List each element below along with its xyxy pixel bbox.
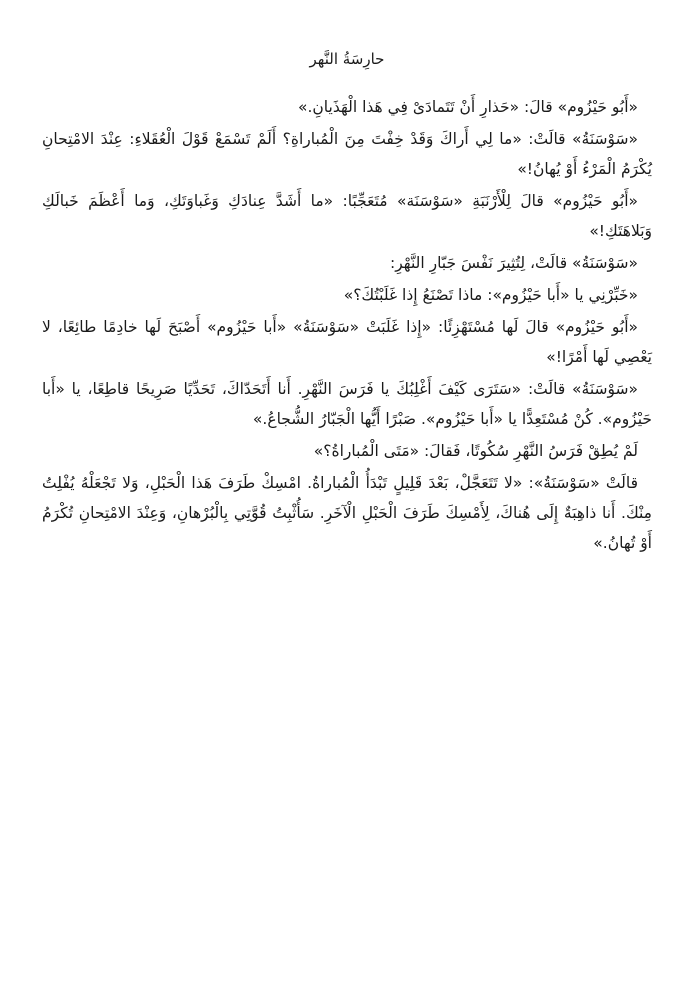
paragraph: «سَوْسَنَةُ» قالَتْ: «سَتَرَى كَيْفَ أَغْلِبُكَ يا فَرَسَ النَّهْرِ. أَنا أَتَحَدّاكَ، تَحَدِّيًا صَرِيحًا قاطِعًا، يا «أَبا حَيْزُوم». كُنْ مُسْتَعِدًّا يا «أَبا حَيْزُوم». صَبْرًا أَيُّها الْجَبّارُ الشُّجاعُ.»	[42, 380, 652, 428]
paragraph: «سَوْسَنَةُ» قالَتْ، لِتُثِيرَ نَفْسَ جَبّارِ النَّهْرِ:	[390, 254, 638, 272]
paragraph: «أَبُو حَيْزُوم» قالَ لِلْأَرْنَبَةِ «سَوْسَنَة» مُتَعَجِّبًا: «ما أَشَدَّ عِنادَكِ وَغَباوَتَكِ، وَما أَعْظَمَ خَبالَكِ وَبَلاهَتَكِ!»	[42, 192, 652, 240]
paragraph: لَمْ يُطِقْ فَرَسُ النَّهْرِ سُكُوتًا، فَقالَ: «مَتَى الْمُباراةُ؟»	[313, 442, 638, 460]
page-title: حارِسَةُ النَّهر	[309, 50, 385, 68]
paragraph: قالَتْ «سَوْسَنَةُ»: «لا تَتَعَجَّلْ، بَعْدَ قَلِيلٍ تَبْدَأُ الْمُباراةُ. امْسِكْ طَرَفَ هَذا الْحَبْلِ، وَلا تَجْعَلْهُ يُفْلِتُ مِنْكَ. أَنا ذاهِبَةٌ إِلَى هُناكَ، لِأَمْسِكَ طَرَفَ الْحَبْلِ الْآخَرِ. سَأُثْبِتُ قُوَّتِي بِالْبُرْهانِ، وَعِنْدَ الامْتِحانِ تُكْرَمُ أَوْ تُهانُ.»	[42, 474, 652, 552]
paragraph: «خَبِّرْنِي يا «أَبا حَيْزُوم»: ماذا تَصْنَعُ إِذا غَلَبْتُكَ؟»	[343, 286, 638, 304]
paragraph: «سَوْسَنَةُ» قالَتْ: «ما لِي أَراكَ وَقَدْ خِفْتَ مِنَ الْمُباراةِ؟ أَلَمْ تَسْمَعْ قَوْلَ الْعُقَلاءِ: عِنْدَ الامْتِحانِ يُكْرَمُ الْمَرْءُ أَوْ يُهانُ!»	[42, 130, 652, 178]
document-page	[42, 0, 652, 560]
paragraph: «أَبُو حَيْزُوم» قالَ لَها مُسْتَهْزِئًا: «إِذا غَلَبَتْ «سَوْسَنَةُ» «أَبا حَيْزُوم» أَصْبَحَ لَها خادِمًا طائِعًا، لا يَعْصِي لَها أَمْرًا!»	[42, 318, 652, 366]
paragraph: «أَبُو حَيْزُوم» قالَ: «حَذارِ أَنْ تَتَمادَىْ فِي هَذا الْهَذَيانِ.»	[298, 98, 638, 116]
